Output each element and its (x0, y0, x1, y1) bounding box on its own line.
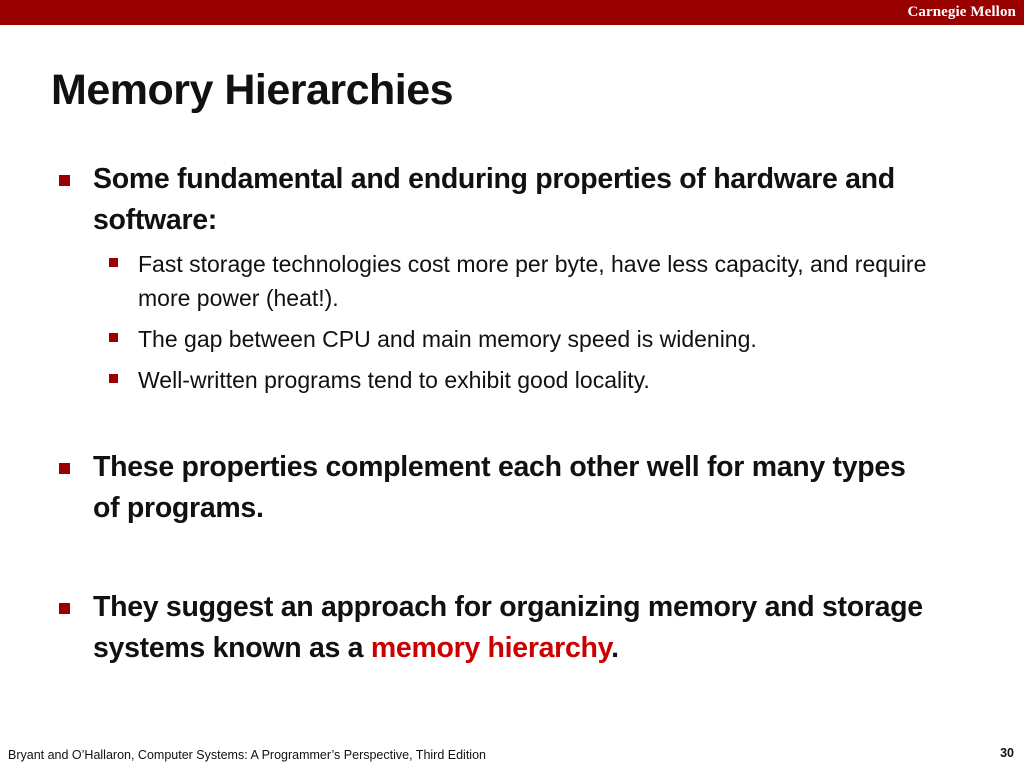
square-bullet-icon (109, 374, 118, 383)
sub-bullet-item-3 (138, 363, 928, 397)
square-bullet-icon (109, 333, 118, 342)
slide-title: Memory Hierarchies (51, 66, 454, 114)
bullet-text: These properties complement each other well for many types of programs. (93, 451, 906, 524)
bullet-text-end: . (611, 632, 619, 664)
footer-citation: Bryant and O’Hallaron, Computer Systems: A Programmer’s Perspective, Third Edition (8, 748, 486, 762)
sub-bullet-text: The gap between CPU and main memory speed is widening. (138, 326, 757, 352)
square-bullet-icon (109, 258, 118, 267)
square-bullet-icon (59, 463, 70, 474)
bullet-item-3 (93, 587, 923, 669)
square-bullet-icon (59, 603, 70, 614)
bullet-text: Some fundamental and enduring properties of hardware and software: (93, 163, 895, 236)
bullet-item-2 (93, 447, 923, 529)
square-bullet-icon (59, 175, 70, 186)
page-number: 30 (1000, 746, 1014, 760)
sub-bullet-text: Well-written programs tend to exhibit good locality. (138, 367, 650, 393)
bullet-item-1 (93, 159, 923, 241)
sub-bullet-item-1 (138, 247, 928, 315)
brand-label: Carnegie Mellon (907, 4, 1016, 20)
sub-bullet-text: Fast storage technologies cost more per byte, have less capacity, and require more power (heat!). (138, 251, 927, 311)
bullet-text: They suggest an approach for organizing memory and storage systems known as a (93, 591, 923, 664)
highlighted-term: memory hierarchy (370, 632, 612, 664)
top-banner (0, 0, 1024, 25)
sub-bullet-item-2 (138, 322, 928, 356)
